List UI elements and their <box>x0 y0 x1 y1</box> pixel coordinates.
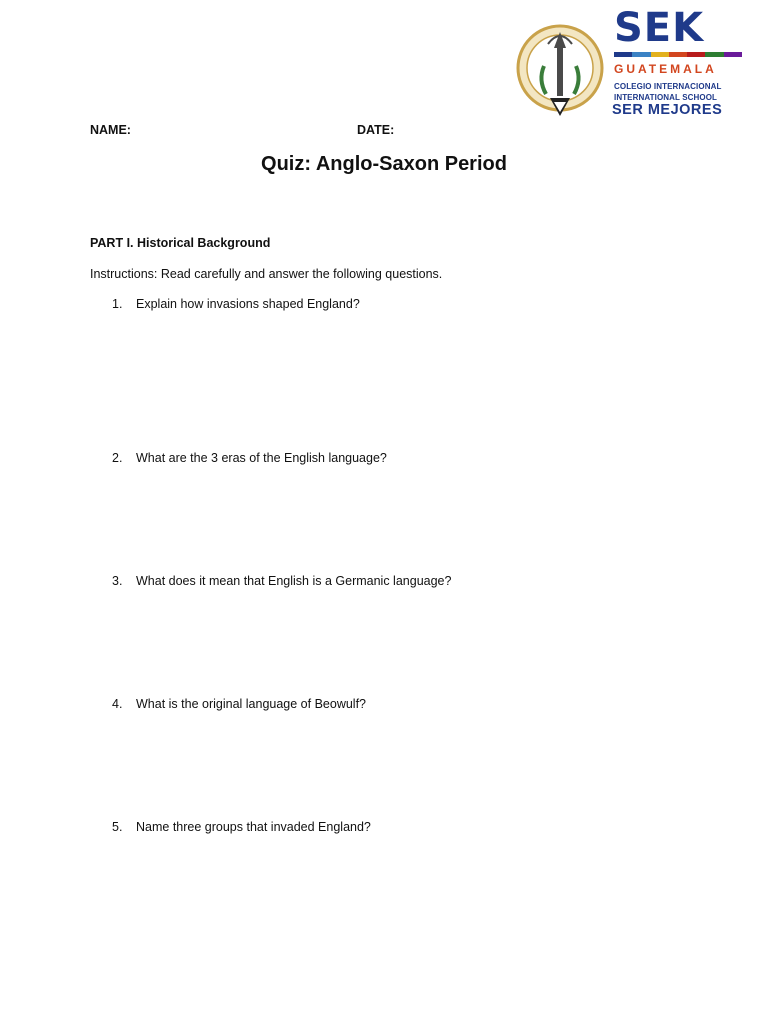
stripe-segment <box>669 52 687 57</box>
stripe-segment <box>724 52 742 57</box>
question-text: What is the original language of Beowulf? <box>136 697 367 711</box>
instructions-text: Instructions: Read carefully and answer the following questions. <box>90 267 443 281</box>
stripe-segment <box>705 52 723 57</box>
question-text: What does it mean that English is a Germanic language? <box>136 574 452 588</box>
page-title: Quiz: Anglo-Saxon Period <box>261 153 507 175</box>
question-text: Name three groups that invaded England? <box>136 820 371 834</box>
section-heading: PART I. Historical Background <box>90 236 271 250</box>
brand-line-1: COLEGIO INTERNACIONAL <box>614 82 722 91</box>
brand-country: GUATEMALA <box>614 62 717 76</box>
stripe-segment <box>614 52 632 57</box>
question-number: 1. <box>112 297 123 311</box>
brand-color-stripe <box>614 52 742 57</box>
school-seal-icon <box>514 18 606 120</box>
date-label: DATE: <box>357 123 395 137</box>
stripe-segment <box>651 52 669 57</box>
brand-motto: SER MEJORES <box>612 102 723 118</box>
name-label: NAME: <box>90 123 131 137</box>
question-number: 4. <box>112 697 123 711</box>
question-number: 3. <box>112 574 123 588</box>
question-text: Explain how invasions shaped England? <box>136 297 360 311</box>
sek-brand-logo <box>612 5 750 124</box>
question-number: 5. <box>112 820 123 834</box>
brand-name: SEK <box>614 5 705 51</box>
question-number: 2. <box>112 451 123 465</box>
question-text: What are the 3 eras of the English language? <box>136 451 387 465</box>
brand-line-2: INTERNATIONAL SCHOOL <box>614 93 718 102</box>
stripe-segment <box>632 52 650 57</box>
stripe-segment <box>687 52 705 57</box>
